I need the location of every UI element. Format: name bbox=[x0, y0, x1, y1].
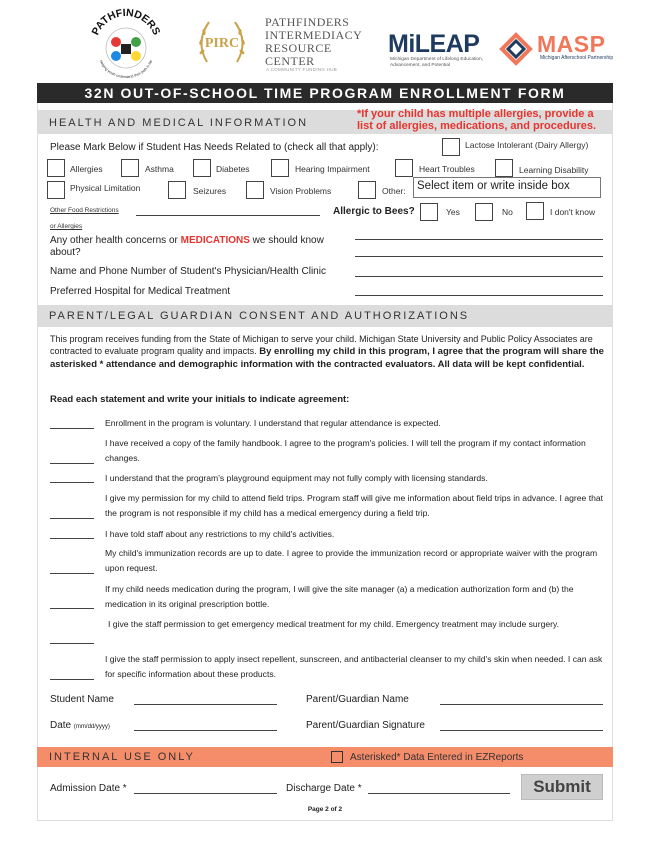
pirc-name-line: RESOURCE bbox=[265, 41, 332, 55]
bees-yes-label: Yes bbox=[446, 207, 460, 217]
statement-1: Enrollment in the program is voluntary. I understand that regular attendance is expected. bbox=[105, 418, 441, 428]
learning-checkbox[interactable] bbox=[495, 159, 513, 177]
seizures-checkbox[interactable] bbox=[168, 181, 186, 199]
consent-section-header bbox=[37, 305, 613, 327]
statement-5: I have told staff about any restrictions to my child's activities. bbox=[105, 529, 335, 539]
concerns-prefix: Any other health concerns or bbox=[50, 235, 181, 246]
page-number: Page 2 of 2 bbox=[307, 806, 343, 813]
asthma-checkbox[interactable] bbox=[121, 159, 139, 177]
concerns-line-2[interactable] bbox=[355, 256, 603, 257]
learning-label: Learning Disability bbox=[519, 165, 589, 175]
consent-section-title: PARENT/LEGAL GUARDIAN CONSENT AND AUTHORIZATIONS bbox=[49, 310, 470, 322]
mark-prompt: Please Mark Below if Student Has Needs Related to (check all that apply): bbox=[50, 142, 379, 153]
bees-yes-checkbox[interactable] bbox=[420, 203, 438, 221]
vision-label: Vision Problems bbox=[270, 186, 332, 196]
concerns-label bbox=[50, 235, 324, 246]
ezreports-label: Asterisked* Data Entered in EZReports bbox=[350, 752, 524, 763]
initial-line-5[interactable] bbox=[50, 538, 94, 539]
heart-label: Heart Troubles bbox=[419, 164, 475, 174]
read-instruction: Read each statement and write your initials to indicate agreement: bbox=[50, 394, 350, 405]
pirc-subtitle: A COMMUNITY FUNDING HUB bbox=[266, 67, 338, 72]
masp-logo-mark bbox=[498, 31, 534, 67]
allergy-note: *If your child has multiple allergies, provide a list of allergies, medications, and procedures. bbox=[357, 108, 597, 132]
mileap-logo: MiLEAP bbox=[388, 30, 480, 58]
diabetes-checkbox[interactable] bbox=[193, 159, 211, 177]
parent-name-label: Parent/Guardian Name bbox=[306, 694, 409, 705]
consent-intro bbox=[50, 333, 605, 371]
masp-logo: MASP bbox=[537, 31, 606, 57]
initial-line-6[interactable] bbox=[50, 573, 94, 574]
initial-line-9[interactable] bbox=[50, 679, 94, 680]
initial-line-4[interactable] bbox=[50, 518, 94, 519]
lactose-label: Lactose Intolerant (Dairy Allergy) bbox=[465, 140, 589, 150]
bees-no-label: No bbox=[502, 207, 513, 217]
parent-signature-line[interactable] bbox=[440, 730, 603, 731]
parent-signature-label: Parent/Guardian Signature bbox=[306, 720, 425, 731]
date-line[interactable] bbox=[134, 730, 277, 731]
heart-checkbox[interactable] bbox=[395, 159, 413, 177]
physician-label: Name and Phone Number of Student's Physician/Health Clinic bbox=[50, 266, 326, 277]
parent-name-line[interactable] bbox=[440, 704, 603, 705]
other-checkbox[interactable] bbox=[358, 181, 376, 199]
other-label: Other: bbox=[382, 186, 406, 196]
hospital-line[interactable] bbox=[355, 295, 603, 296]
statement-6: My child's immunization records are up to date. I agree to provide the immunization record or appropriate waiver with the program upon request. bbox=[105, 548, 598, 573]
consent-intro-bold: By enrolling my child in this program, I agree that the program will share the asterisked * attendance and demographic information with the contracted evaluators. All data will be kept confidential. bbox=[50, 346, 604, 370]
bees-no-checkbox[interactable] bbox=[475, 203, 493, 221]
food-restriction-line[interactable] bbox=[136, 215, 320, 216]
discharge-date-line[interactable] bbox=[368, 793, 510, 794]
lactose-checkbox[interactable] bbox=[442, 138, 460, 156]
student-name-line[interactable] bbox=[134, 704, 277, 705]
discharge-date-label: Discharge Date * bbox=[286, 783, 362, 794]
pirc-name-line: CENTER bbox=[265, 54, 315, 68]
statement-4: I give my permission for my child to attend field trips. Program staff will give me information about field trips in advance. I agree that the program is not responsible if my child has a medical emergency during a field trip. bbox=[105, 493, 604, 518]
physical-label: Physical Limitation bbox=[70, 183, 141, 193]
vision-checkbox[interactable] bbox=[246, 181, 264, 199]
statement-9: I give the staff permission to apply insect repellent, sunscreen, and antibacterial cleanser to my child's skin when needed. I can ask for specific information about these products. bbox=[105, 654, 603, 679]
pirc-laurel-logo bbox=[193, 14, 251, 70]
initial-line-2[interactable] bbox=[50, 463, 94, 464]
allergies-label: Allergies bbox=[70, 164, 103, 174]
internal-section-title: INTERNAL USE ONLY bbox=[49, 751, 195, 763]
other-select-input[interactable]: Select item or write inside box bbox=[413, 177, 601, 198]
internal-section-header bbox=[37, 747, 613, 767]
statement-2: I have received a copy of the family handbook. I agree to the program's policies. I will tell the program if my contact information changes. bbox=[105, 438, 586, 463]
statement-8: I give the staff permission to get emergency medical treatment for my child. Emergency treatment may include surgery. bbox=[108, 619, 560, 629]
or-allergies-label: or Allergies bbox=[50, 223, 83, 230]
pathfinders-logo-tagline: Helping youth understand their path in life bbox=[98, 59, 154, 80]
pirc-name bbox=[265, 16, 362, 68]
masp-subtitle: Michigan Afterschool Partnership bbox=[540, 55, 614, 61]
physical-checkbox[interactable] bbox=[47, 181, 65, 199]
initial-line-8[interactable] bbox=[50, 643, 94, 644]
consent-intro-text: This program receives funding from the State of Michigan to serve your child. Michigan State University and Public Policy Associates are contracted to evaluate program quality and impacts. bbox=[50, 334, 593, 356]
hearing-label: Hearing Impairment bbox=[295, 164, 370, 174]
concerns-label-line2: about? bbox=[50, 247, 81, 258]
physician-line[interactable] bbox=[355, 276, 603, 277]
seizures-label: Seizures bbox=[193, 186, 227, 196]
bees-unknown-checkbox[interactable] bbox=[526, 202, 544, 220]
date-hint: (mm/dd/yyyy) bbox=[73, 724, 110, 730]
initial-line-1[interactable] bbox=[50, 428, 94, 429]
submit-button[interactable]: Submit bbox=[521, 774, 603, 800]
pathfinders-logo-text: PATHFINDERS bbox=[89, 8, 163, 38]
mileap-subtitle: Michigan Department of Lifelong Education, Advancement, and Potential bbox=[390, 57, 484, 68]
pirc-name-line: PATHFINDERS bbox=[265, 15, 350, 29]
asthma-label: Asthma bbox=[145, 164, 174, 174]
diabetes-label: Diabetes bbox=[216, 164, 250, 174]
form-title: 32N OUT-OF-SCHOOL TIME PROGRAM ENROLLMENT FORM bbox=[37, 83, 613, 103]
pirc-name-line: INTERMEDIACY bbox=[265, 28, 363, 42]
concerns-highlight: MEDICATIONS bbox=[180, 235, 250, 246]
concerns-line-1[interactable] bbox=[355, 239, 603, 240]
initial-line-3[interactable] bbox=[50, 482, 94, 483]
statement-3: I understand that the program's playground equipment may not fully comply with licensing standards. bbox=[105, 473, 488, 483]
admission-date-label: Admission Date * bbox=[50, 783, 127, 794]
bees-unknown-label: I don't know bbox=[550, 207, 596, 217]
hospital-label: Preferred Hospital for Medical Treatment bbox=[50, 286, 231, 297]
date-label-text: Date bbox=[50, 720, 72, 731]
pathfinders-logo bbox=[84, 8, 168, 80]
date-label bbox=[50, 720, 110, 731]
initial-line-7[interactable] bbox=[50, 608, 94, 609]
other-food-label: Other Food Restrictions bbox=[50, 207, 119, 214]
admission-date-line[interactable] bbox=[134, 793, 277, 794]
bees-label: Allergic to Bees? bbox=[333, 206, 415, 217]
ezreports-checkbox[interactable] bbox=[331, 751, 343, 763]
statement-7: If my child needs medication during the program, I will give the site manager (a) a medication authorization form and (b) the medication in its original prescription bottle. bbox=[105, 584, 574, 609]
allergies-checkbox[interactable] bbox=[47, 159, 65, 177]
concerns-suffix: we should know bbox=[249, 235, 324, 246]
student-name-label: Student Name bbox=[50, 694, 114, 705]
pirc-mark-text: PIRC bbox=[204, 36, 240, 51]
hearing-checkbox[interactable] bbox=[271, 159, 289, 177]
health-section-title: HEALTH AND MEDICAL INFORMATION bbox=[49, 117, 309, 129]
